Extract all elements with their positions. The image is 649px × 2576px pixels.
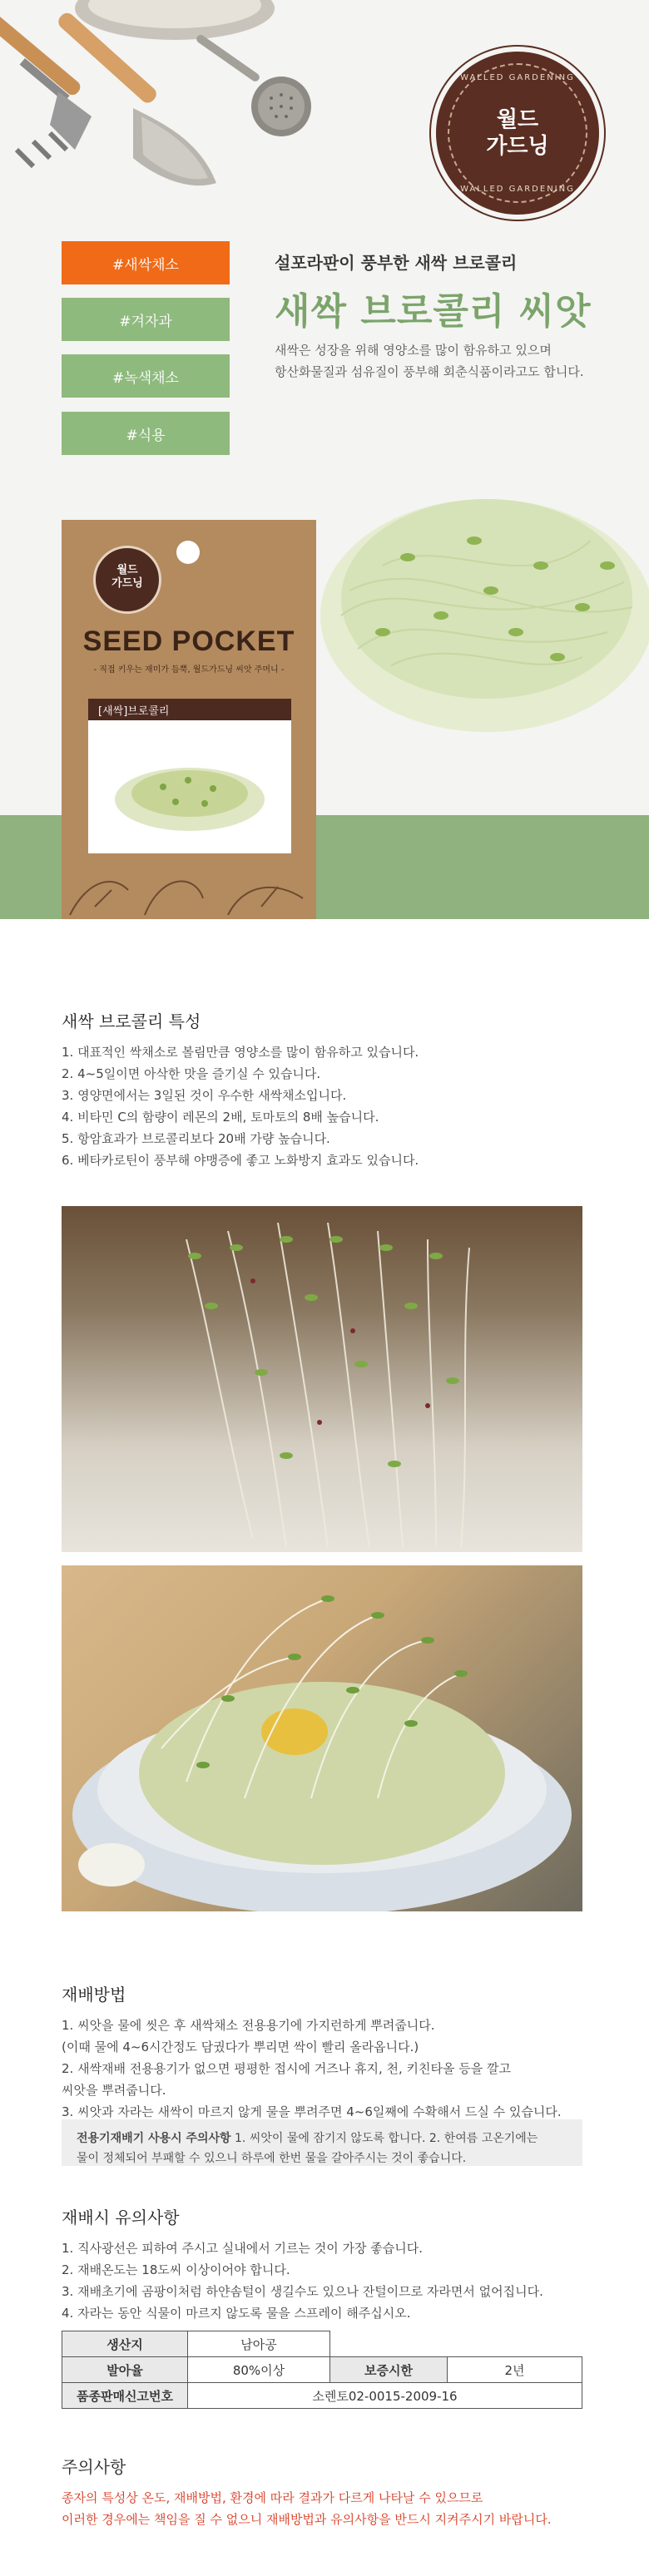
sprout-salad-photo xyxy=(62,1565,582,1911)
cultivation-item: 3. 씨앗과 자라는 새싹이 마르지 않게 물을 뿌려주면 4~6일째에 수확해서 드실 수 있습니다. xyxy=(62,2104,562,2119)
packet-subtitle: - 직접 키우는 재미가 듬뿍, 월드가드닝 씨앗 주머니 - xyxy=(93,665,285,675)
badge-title xyxy=(436,106,599,160)
feature-item: 2. 4~5일이면 아삭한 맛을 즐기실 수 있습니다. xyxy=(62,1066,321,1081)
badge-title-line2: 가드닝 xyxy=(486,134,549,159)
features-heading: 새싹 브로콜리 특성 xyxy=(62,1011,201,1031)
sprout-pile-image xyxy=(308,399,649,765)
table-row xyxy=(62,2383,582,2409)
feature-item: 5. 항암효과가 브로콜리보다 20배 가량 높습니다. xyxy=(62,1131,330,1146)
guarantee-value: 2년 xyxy=(448,2357,582,2383)
container-notice-text1: 1. 씨앗이 물에 잠기지 않도록 합니다. 2. 한여름 고온기에는 xyxy=(230,2132,538,2145)
hero-description-line2: 항산화물질과 섬유질이 풍부해 회춘식품이라고도 합니다. xyxy=(275,364,584,379)
sprouts-hanging-photo xyxy=(62,1206,582,1552)
packet-badge-line2: 가드닝 xyxy=(111,577,143,590)
packet-leaf-pattern xyxy=(62,857,316,919)
cultivation-heading: 재배방법 xyxy=(62,1985,126,2005)
garden-tools-image xyxy=(0,0,333,191)
packet-label: [새싹]브로콜리 xyxy=(88,699,291,720)
page-title: 새싹 브로콜리 씨앗 xyxy=(275,290,592,333)
caution-item: 3. 재배초기에 곰팡이처럼 하얀솜털이 생길수도 있으나 잔털이므로 자라면서 없어집니다. xyxy=(62,2284,543,2299)
warning-line2: 이러한 경우에는 책임을 질 수 없으니 재배방법과 유의사항을 반드시 지켜주시기 바랍니다. xyxy=(62,2512,552,2527)
feature-item: 3. 영양면에서는 3일된 것이 우수한 새싹채소입니다. xyxy=(62,1088,347,1103)
feature-item: 4. 비타민 C의 함량이 레몬의 2배, 토마토의 8배 높습니다. xyxy=(62,1110,379,1125)
tag-sprout-vegetable[interactable]: #새싹채소 xyxy=(62,241,230,284)
tag-mustard-family[interactable]: #겨자과 xyxy=(62,298,230,341)
spec-table xyxy=(62,2331,582,2409)
packet-title: SEED POCKET xyxy=(82,625,295,657)
packet-sprout-photo xyxy=(88,720,291,853)
feature-item: 6. 베타카로틴이 풍부해 야맹증에 좋고 노화방지 효과도 있습니다. xyxy=(62,1153,419,1168)
feature-item: 1. 대표적인 싹채소로 볼림만큼 영양소를 많이 함유하고 있습니다. xyxy=(62,1045,419,1060)
tag-edible[interactable]: #식용 xyxy=(62,412,230,455)
germination-value: 80%이상 xyxy=(188,2357,330,2383)
container-notice-title: 전용기재배기 사용시 주의사항 xyxy=(77,2132,231,2145)
table-row xyxy=(62,2357,582,2383)
guarantee-label: 보증시한 xyxy=(330,2357,448,2383)
badge-title-line1: 월드 xyxy=(496,107,539,132)
cultivation-item: 씨앗을 뿌려줍니다. xyxy=(62,2083,166,2098)
caution-item: 2. 재배온도는 18도씨 이상이어야 합니다. xyxy=(62,2262,290,2277)
report-number-value: 소렌토02-0015-2009-16 xyxy=(188,2383,582,2409)
packet-hang-hole xyxy=(176,541,200,564)
cultivation-item: 1. 씨앗을 물에 씻은 후 새싹채소 전용용기에 가지런하게 뿌려줍니다. xyxy=(62,2018,435,2033)
table-row xyxy=(62,2331,582,2357)
empty-cell xyxy=(330,2331,582,2357)
badge-ring-text-bottom: WALLED GARDENING xyxy=(460,185,575,194)
germination-label: 발아율 xyxy=(62,2357,188,2383)
caution-item: 4. 자라는 동안 식물이 마르지 않도록 물을 스프레이 해주십시오. xyxy=(62,2306,411,2321)
warning-line1: 종자의 특성상 온도, 재배방법, 환경에 따라 결과가 다르게 나타날 수 있으므로 xyxy=(62,2490,483,2505)
warning-heading: 주의사항 xyxy=(62,2457,126,2477)
packet-badge-text xyxy=(93,564,161,591)
tag-green-vegetable[interactable]: #녹색채소 xyxy=(62,354,230,398)
hero-subtitle: 설포라판이 풍부한 새싹 브로콜리 xyxy=(275,253,518,273)
packet-badge-line1: 월드 xyxy=(116,564,138,576)
caution-item: 1. 직사광선은 피하여 주시고 실내에서 기르는 것이 가장 좋습니다. xyxy=(62,2241,423,2256)
report-number-label: 품종판매신고번호 xyxy=(62,2383,188,2409)
container-notice-line2: 물이 정체되어 부패할 수 있으니 하루에 한번 물을 갈아주시는 것이 좋습니다. xyxy=(77,2152,467,2165)
hero-description-line1: 새싹은 성장을 위해 영양소를 많이 함유하고 있으며 xyxy=(275,343,552,358)
origin-label: 생산지 xyxy=(62,2331,188,2357)
cultivation-item: 2. 새싹재배 전용용기가 없으면 평평한 접시에 거즈나 휴지, 천, 키친타올 등을 깔고 xyxy=(62,2061,511,2076)
cautions-heading: 재배시 유의사항 xyxy=(62,2208,180,2227)
cultivation-item: (이때 물에 4~6시간정도 담궜다가 뿌리면 싹이 빨리 올라옵니다.) xyxy=(62,2040,419,2054)
container-notice-line1 xyxy=(77,2129,538,2146)
origin-value: 남아공 xyxy=(188,2331,330,2357)
badge-ring-text-top: WALLED GARDENING xyxy=(460,73,575,82)
